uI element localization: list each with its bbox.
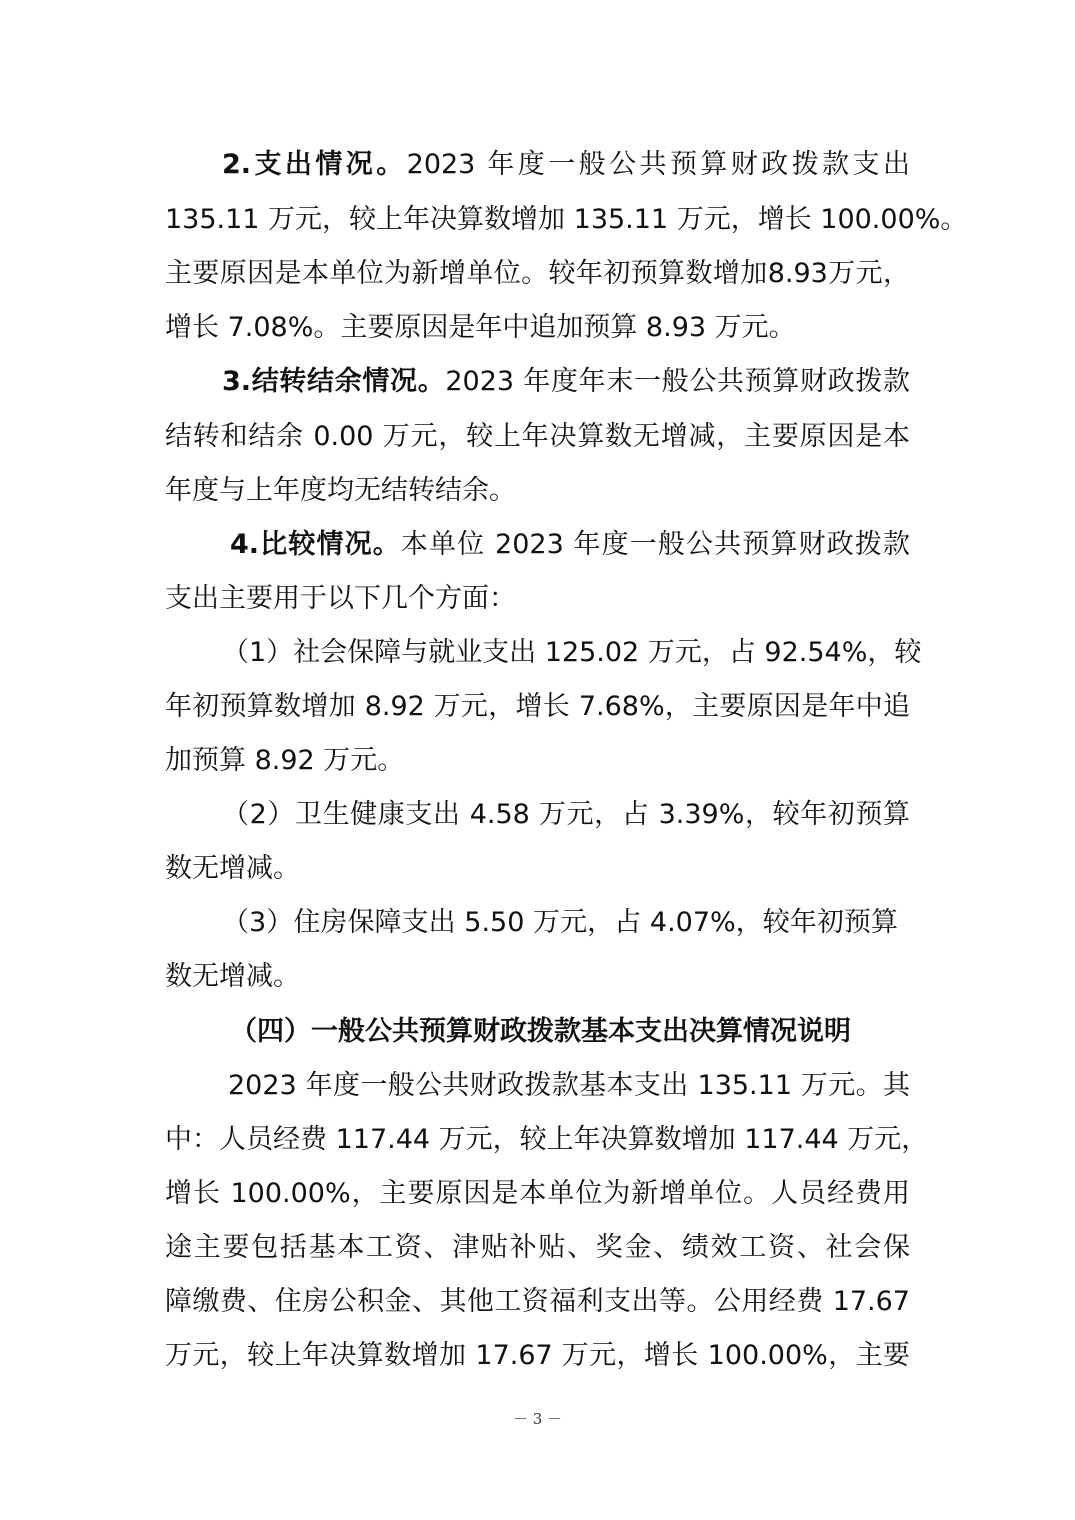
paragraph-lead: 2.支出情况。 xyxy=(222,149,407,180)
paragraph-line: 3.结转结余情况。2023 年度年末一般公共预算财政拨款 xyxy=(222,366,910,397)
list-item: （3）住房保障支出 5.50 万元，占 4.07%，较年初预算 xyxy=(222,907,898,938)
paragraph-line: 中：人员经费 117.44 万元，较上年决算数增加 117.44 万元， xyxy=(165,1124,929,1155)
paragraph-lead: 4.比较情况。 xyxy=(230,529,401,560)
paragraph-line: 数无增减。 xyxy=(165,961,300,992)
paragraph-line: 135.11 万元，较上年决算数增加 135.11 万元，增长 100.00%。 xyxy=(165,204,968,235)
section-heading: （四）一般公共预算财政拨款基本支出决算情况说明 xyxy=(230,1016,851,1047)
paragraph-line: 结转和结余 0.00 万元，较上年决算数无增减，主要原因是本 xyxy=(165,421,910,452)
paragraph-line: 主要原因是本单位为新增单位。较年初预算数增加8.93万元， xyxy=(165,258,910,289)
page-number: － 3 － xyxy=(512,1410,563,1428)
paragraph-line: 障缴费、住房公积金、其他工资福利支出等。公用经费 17.67 xyxy=(165,1286,910,1317)
paragraph-line: 数无增减。 xyxy=(165,853,300,884)
paragraph-line: 增长 7.08%。主要原因是年中追加预算 8.93 万元。 xyxy=(165,312,796,343)
paragraph-line: 万元，较上年决算数增加 17.67 万元，增长 100.00%，主要 xyxy=(165,1340,910,1371)
paragraph-lead: 3.结转结余情况。 xyxy=(222,366,446,397)
paragraph-line: 途主要包括基本工资、津贴补贴、奖金、绩效工资、社会保 xyxy=(165,1232,910,1263)
list-item: （1）社会保障与就业支出 125.02 万元，占 92.54%，较 xyxy=(222,637,922,668)
paragraph-line: 加预算 8.92 万元。 xyxy=(165,745,405,776)
paragraph-line: 年度与上年度均无结转结余。 xyxy=(165,475,516,506)
paragraph-line: 2023 年度一般公共财政拨款基本支出 135.11 万元。其 xyxy=(228,1070,910,1101)
list-item: （2）卫生健康支出 4.58 万元，占 3.39%，较年初预算 xyxy=(222,799,910,830)
paragraph-line: 增长 100.00%，主要原因是本单位为新增单位。人员经费用 xyxy=(165,1178,910,1209)
paragraph-line: 年初预算数增加 8.92 万元，增长 7.68%，主要原因是年中追 xyxy=(165,691,910,722)
paragraph-line: 2.支出情况。2023 年度一般公共预算财政拨款支出 xyxy=(222,149,910,180)
paragraph-line: 4.比较情况。本单位 2023 年度一般公共预算财政拨款 xyxy=(230,529,910,560)
paragraph-line: 支出主要用于以下几个方面： xyxy=(165,583,516,614)
